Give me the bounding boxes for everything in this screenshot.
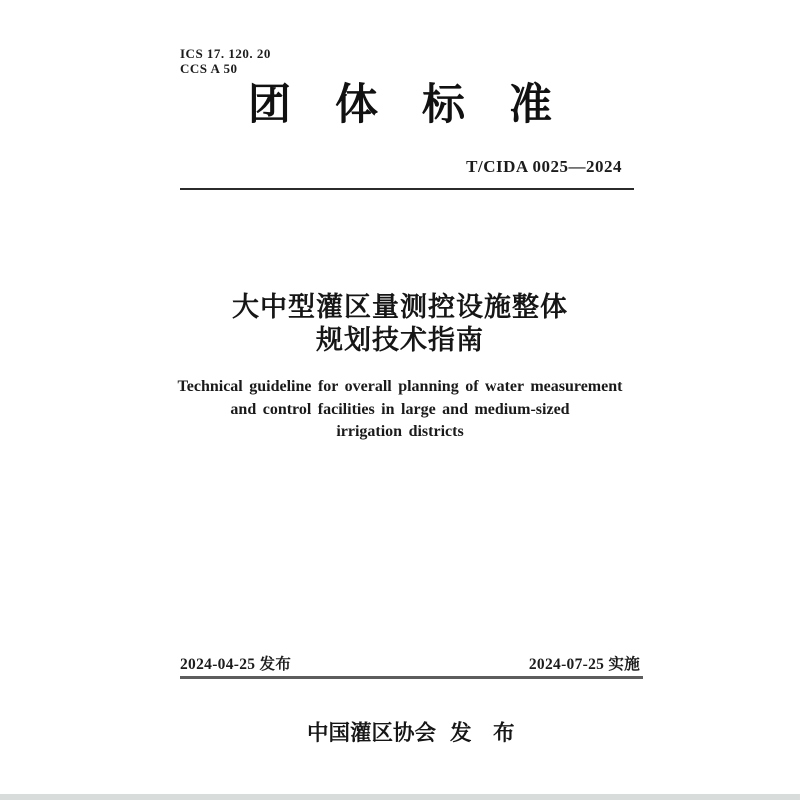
main-title-chinese <box>0 291 800 357</box>
footer-rule <box>180 676 643 679</box>
header-rule <box>180 188 634 190</box>
publisher-line <box>0 694 800 772</box>
publisher-name: 中国灌区协会 <box>306 721 436 745</box>
main-title-en-line3: irrigation districts <box>336 423 464 440</box>
scan-edge <box>0 794 800 800</box>
footer-dates <box>180 652 640 674</box>
issue-label: 发布 <box>259 656 292 673</box>
publish-action: 发 布 <box>450 721 515 745</box>
main-title-cn-line2: 规划技术指南 <box>316 325 484 355</box>
main-title-en-line2: and control facilities in large and medium-sized <box>230 400 570 418</box>
issue-date-group <box>180 652 291 674</box>
classification-codes <box>180 46 271 76</box>
document-type-title: 团体标准 <box>248 81 596 129</box>
ics-code: ICS 17. 120. 20 <box>180 46 271 61</box>
main-title-english <box>0 376 800 444</box>
main-title-en-line1: Technical guideline for overall planning of water measurement <box>177 378 623 395</box>
implement-date: 2024-07-25 <box>528 656 605 673</box>
main-title-cn-line1: 大中型灌区量测控设施整体 <box>232 292 568 322</box>
implement-label: 实施 <box>608 656 640 673</box>
ccs-code: CCS A 50 <box>180 61 238 76</box>
standard-number: T/CIDA 0025—2024 <box>466 157 622 176</box>
issue-date: 2024-04-25 <box>180 656 256 673</box>
implement-date-group <box>529 652 640 674</box>
